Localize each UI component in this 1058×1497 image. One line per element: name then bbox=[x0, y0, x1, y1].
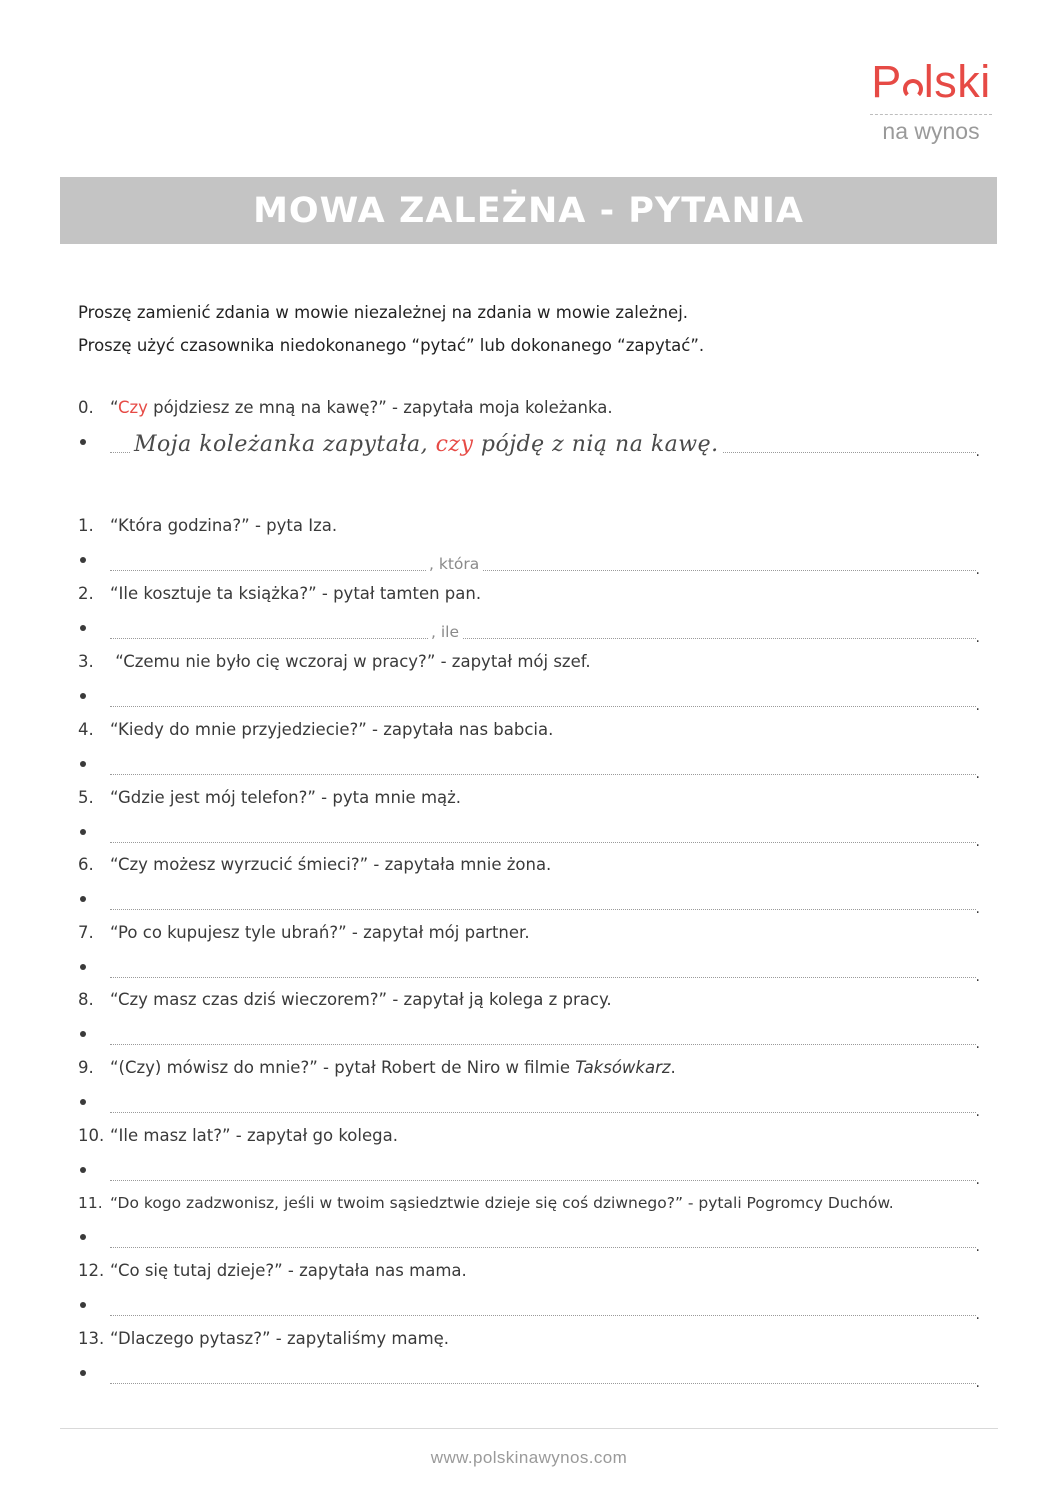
exercise-question bbox=[78, 583, 978, 605]
period-mark: . bbox=[975, 1104, 980, 1120]
exercise-question bbox=[78, 651, 978, 673]
question-text: pójdziesz ze mną na kawę?” - zapytała moja koleżanka. bbox=[147, 398, 613, 417]
dotted-line bbox=[110, 1044, 976, 1045]
exercise-item bbox=[78, 1125, 980, 1188]
dotted-line bbox=[110, 570, 976, 571]
bullet-icon bbox=[80, 1099, 86, 1105]
period-mark: . bbox=[975, 969, 980, 985]
exercise-item bbox=[78, 1192, 980, 1255]
answer-line[interactable] bbox=[78, 1023, 980, 1052]
item-number: 2. bbox=[78, 584, 94, 603]
logo-letters: lski bbox=[923, 56, 991, 107]
dotted-line bbox=[110, 977, 976, 978]
exercise-item bbox=[78, 583, 980, 646]
quote-mark: “ bbox=[110, 398, 118, 417]
exercise-item bbox=[78, 989, 980, 1052]
question-text: “Czemu nie było cię wczoraj w pracy?” - zapytał mój szef. bbox=[110, 652, 591, 671]
film-title: Taksówkarz bbox=[575, 1058, 671, 1077]
period-mark: . bbox=[975, 630, 980, 646]
dotted-line bbox=[110, 1112, 976, 1113]
item-number: 10. bbox=[78, 1126, 105, 1145]
answer-line[interactable] bbox=[78, 1294, 980, 1323]
exercise-question bbox=[78, 1328, 978, 1350]
bullet-icon bbox=[80, 557, 86, 563]
item-number: 6. bbox=[78, 855, 94, 874]
item-number: 5. bbox=[78, 788, 94, 807]
question-text: “Która godzina?” - pyta Iza. bbox=[110, 516, 338, 535]
answer-line[interactable] bbox=[78, 821, 980, 850]
exercise-question bbox=[78, 719, 978, 741]
answer-text: pójdę z nią na kawę. bbox=[473, 432, 719, 457]
exercise-item bbox=[78, 922, 980, 985]
logo-smile-icon bbox=[903, 79, 923, 99]
question-text: “Do kogo zadzwonisz, jeśli w twoim sąsiedztwie dzieje się coś dziwnego?” - pytali Pogromcy Duchów. bbox=[110, 1194, 894, 1212]
item-number: 1. bbox=[78, 516, 94, 535]
handwritten-answer bbox=[130, 432, 723, 457]
exercise-question bbox=[78, 787, 978, 809]
question-text: “Dlaczego pytasz?” - zapytaliśmy mamę. bbox=[110, 1329, 450, 1348]
period-mark: . bbox=[975, 1239, 980, 1255]
answer-hint: , ile bbox=[428, 623, 462, 641]
highlight-word: Czy bbox=[117, 398, 148, 417]
example-item bbox=[78, 397, 980, 460]
exercise-item bbox=[78, 1328, 980, 1391]
question-text: “Ile kosztuje ta książka?” - pytał tamten pan. bbox=[110, 584, 482, 603]
bullet-icon bbox=[80, 439, 86, 445]
exercise-question bbox=[78, 1057, 978, 1079]
exercise-question bbox=[78, 1192, 978, 1214]
question-text: “Czy masz czas dziś wieczorem?” - zapytał ją kolega z pracy. bbox=[110, 990, 612, 1009]
answer-line[interactable] bbox=[78, 1362, 980, 1391]
exercise-question bbox=[78, 515, 978, 537]
logo bbox=[866, 58, 996, 145]
logo-divider bbox=[870, 114, 992, 115]
exercise-item bbox=[78, 1057, 980, 1120]
question-text: “Gdzie jest mój telefon?” - pyta mnie mąż. bbox=[110, 788, 462, 807]
item-number: 8. bbox=[78, 990, 94, 1009]
item-number: 3. bbox=[78, 652, 94, 671]
answer-line[interactable] bbox=[78, 1159, 980, 1188]
answer-line[interactable] bbox=[78, 617, 980, 646]
dotted-line bbox=[110, 1383, 976, 1384]
dotted-line bbox=[110, 842, 976, 843]
bullet-icon bbox=[80, 625, 86, 631]
bullet-icon bbox=[80, 964, 86, 970]
bullet-icon bbox=[80, 1370, 86, 1376]
period-mark: . bbox=[975, 766, 980, 782]
page-title: MOWA ZALEŻNA - PYTANIA bbox=[253, 190, 804, 231]
exercise-question bbox=[78, 1260, 978, 1282]
answer-line[interactable] bbox=[78, 1226, 980, 1255]
item-number: 9. bbox=[78, 1058, 94, 1077]
exercise-item bbox=[78, 515, 980, 578]
instructions bbox=[78, 296, 978, 362]
item-number: 7. bbox=[78, 923, 94, 942]
item-number: 0. bbox=[78, 398, 94, 417]
footer-url[interactable]: www.polskinawynos.com bbox=[430, 1448, 628, 1467]
period-mark: . bbox=[975, 1036, 980, 1052]
answer-line[interactable] bbox=[78, 888, 980, 917]
logo-subtitle: na wynos bbox=[882, 118, 980, 144]
bullet-icon bbox=[80, 1302, 86, 1308]
bullet-icon bbox=[80, 1167, 86, 1173]
item-number: 11. bbox=[78, 1194, 103, 1212]
item-number: 13. bbox=[78, 1329, 105, 1348]
bullet-icon bbox=[80, 829, 86, 835]
answer-line[interactable] bbox=[78, 753, 980, 782]
period-mark: . bbox=[975, 1172, 980, 1188]
bullet-icon bbox=[80, 1234, 86, 1240]
answer-text: Moja koleżanka zapytała, bbox=[134, 432, 436, 457]
bullet-icon bbox=[80, 896, 86, 902]
item-number: 4. bbox=[78, 720, 94, 739]
period-mark: . bbox=[975, 1307, 980, 1323]
answer-line[interactable] bbox=[78, 1091, 980, 1120]
exercise-item bbox=[78, 854, 980, 917]
period-mark: . bbox=[975, 901, 980, 917]
dotted-line bbox=[110, 909, 976, 910]
title-banner bbox=[60, 177, 997, 244]
dotted-line bbox=[110, 1180, 976, 1181]
bullet-icon bbox=[80, 761, 86, 767]
logo-letter-p: P bbox=[871, 56, 902, 107]
dotted-line bbox=[110, 706, 976, 707]
highlight-word: czy bbox=[435, 432, 474, 457]
answer-line[interactable] bbox=[78, 685, 980, 714]
answer-line[interactable] bbox=[78, 549, 980, 578]
period-mark: . bbox=[975, 1375, 980, 1391]
footer-divider bbox=[60, 1428, 998, 1429]
dotted-line bbox=[110, 638, 976, 639]
exercise-question bbox=[78, 922, 978, 944]
exercise-item bbox=[78, 1260, 980, 1323]
exercise-item bbox=[78, 787, 980, 850]
dotted-line bbox=[110, 1315, 976, 1316]
question-text: “Czy możesz wyrzucić śmieci?” - zapytała mnie żona. bbox=[110, 855, 552, 874]
example-question bbox=[78, 397, 978, 419]
dotted-line bbox=[110, 1247, 976, 1248]
dotted-line bbox=[110, 774, 976, 775]
exercise-question bbox=[78, 1125, 978, 1147]
exercise-question bbox=[78, 989, 978, 1011]
question-text: “Co się tutaj dzieje?” - zapytała nas mama. bbox=[110, 1261, 467, 1280]
bullet-icon bbox=[80, 693, 86, 699]
instruction-line: Proszę zamienić zdania w mowie niezależnej na zdania w mowie zależnej. bbox=[78, 303, 689, 322]
period-mark: . bbox=[975, 698, 980, 714]
question-text: “Ile masz lat?” - zapytał go kolega. bbox=[110, 1126, 398, 1145]
logo-wordmark bbox=[866, 58, 996, 106]
answer-line[interactable] bbox=[78, 956, 980, 985]
exercise-question bbox=[78, 854, 978, 876]
exercise-item bbox=[78, 651, 980, 714]
period-mark: . bbox=[975, 444, 980, 460]
answer-hint: , która bbox=[426, 555, 482, 573]
question-text: “(Czy) mówisz do mnie?” - pytał Robert de Niro w filmie bbox=[110, 1058, 576, 1077]
bullet-icon bbox=[80, 1031, 86, 1037]
period-mark: . bbox=[975, 834, 980, 850]
instruction-line: Proszę użyć czasownika niedokonanego “pytać” lub dokonanego “zapytać”. bbox=[78, 336, 705, 355]
period-mark: . bbox=[975, 562, 980, 578]
question-text: “Po co kupujesz tyle ubrań?” - zapytał mój partner. bbox=[110, 923, 530, 942]
item-number: 12. bbox=[78, 1261, 105, 1280]
question-text: “Kiedy do mnie przyjedziecie?” - zapytała nas babcia. bbox=[110, 720, 554, 739]
exercise-item bbox=[78, 719, 980, 782]
question-end: . bbox=[670, 1058, 676, 1077]
answer-line[interactable] bbox=[78, 431, 980, 460]
